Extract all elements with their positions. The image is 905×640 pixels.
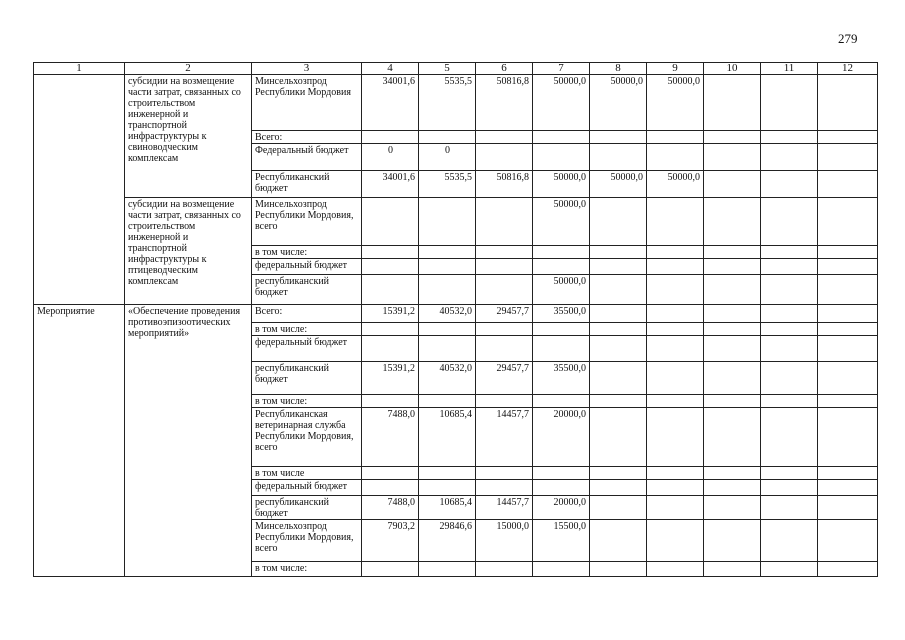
table-cell (362, 259, 419, 275)
table-cell (818, 305, 878, 323)
table-cell: 7488,0 (362, 408, 419, 467)
table-cell (647, 198, 704, 246)
table-cell (533, 336, 590, 362)
table-cell (34, 75, 125, 305)
column-header-3: 3 (252, 63, 362, 75)
table-cell: 0 (419, 144, 476, 171)
table-cell (590, 408, 647, 467)
table-cell (818, 75, 878, 131)
table-cell (761, 520, 818, 562)
table-cell (533, 144, 590, 171)
table-cell (362, 467, 419, 480)
table-cell (704, 467, 761, 480)
table-cell (818, 144, 878, 171)
column-header-1: 1 (34, 63, 125, 75)
table-cell (818, 362, 878, 395)
table-cell: 50000,0 (647, 75, 704, 131)
table-cell (704, 408, 761, 467)
column-header-10: 10 (704, 63, 761, 75)
budget-table (33, 62, 878, 577)
table-cell (419, 131, 476, 144)
table-cell (476, 467, 533, 480)
column-header-11: 11 (761, 63, 818, 75)
table-cell (362, 131, 419, 144)
table-cell (476, 144, 533, 171)
table-cell (647, 362, 704, 395)
table-cell (533, 480, 590, 496)
table-cell (533, 562, 590, 577)
table-cell (533, 246, 590, 259)
table-cell (590, 275, 647, 305)
table-cell (818, 323, 878, 336)
table-cell (647, 144, 704, 171)
table-cell: в том числе: (252, 246, 362, 259)
table-cell (647, 408, 704, 467)
table-cell (647, 305, 704, 323)
table-cell (761, 467, 818, 480)
header-row (34, 63, 878, 75)
table-cell (419, 323, 476, 336)
table-cell (590, 198, 647, 246)
table-cell (647, 131, 704, 144)
table-cell: 15500,0 (533, 520, 590, 562)
table-cell (761, 171, 818, 198)
table-cell (704, 75, 761, 131)
table-row (34, 305, 878, 323)
table-cell (761, 275, 818, 305)
table-cell (818, 198, 878, 246)
column-header-4: 4 (362, 63, 419, 75)
table-cell (419, 259, 476, 275)
table-cell (647, 520, 704, 562)
table-cell (533, 323, 590, 336)
table-cell (419, 246, 476, 259)
table-cell (476, 336, 533, 362)
table-cell (590, 336, 647, 362)
table-cell: 15391,2 (362, 305, 419, 323)
table-cell (818, 171, 878, 198)
table-cell (704, 395, 761, 408)
table-cell (704, 496, 761, 520)
table-cell (590, 480, 647, 496)
table-cell (818, 131, 878, 144)
table-cell (704, 246, 761, 259)
table-cell (704, 323, 761, 336)
table-cell: 0 (362, 144, 419, 171)
table-cell (647, 275, 704, 305)
table-cell (533, 395, 590, 408)
table-cell: федеральный бюджет (252, 259, 362, 275)
table-cell: субсидии на возмещение части затрат, связанных со строительством инженерной и транспортной инфраструктуры к птицеводческим комплексам (125, 198, 252, 305)
table-cell (476, 259, 533, 275)
table-row (34, 75, 878, 131)
table-cell (818, 336, 878, 362)
table-cell (590, 246, 647, 259)
table-cell: 10685,4 (419, 496, 476, 520)
table-cell (647, 562, 704, 577)
table-cell: республиканский бюджет (252, 275, 362, 305)
table-cell (533, 259, 590, 275)
table-cell: Всего: (252, 305, 362, 323)
column-header-12: 12 (818, 63, 878, 75)
table-cell (362, 395, 419, 408)
table-cell (818, 408, 878, 467)
table-cell (761, 75, 818, 131)
table-cell: 20000,0 (533, 408, 590, 467)
table-cell (590, 395, 647, 408)
table-cell: 50000,0 (590, 75, 647, 131)
table-cell: 15000,0 (476, 520, 533, 562)
table-cell: Минсельхозпрод Республики Мордовия, всего (252, 520, 362, 562)
table-cell: 35500,0 (533, 305, 590, 323)
table-cell (362, 336, 419, 362)
table-cell: Минсельхозпрод Республики Мордовия (252, 75, 362, 131)
table-row (34, 198, 878, 246)
table-cell: 14457,7 (476, 408, 533, 467)
table-cell: 5535,5 (419, 75, 476, 131)
column-header-5: 5 (419, 63, 476, 75)
table-cell (704, 171, 761, 198)
table-cell (761, 323, 818, 336)
table-cell (533, 467, 590, 480)
table-cell: субсидии на возмещение части затрат, связанных со строительством инженерной и транспортной инфраструктуры к свиноводческим комплексам (125, 75, 252, 198)
table-cell: республиканский бюджет (252, 362, 362, 395)
table-cell: Федеральный бюджет (252, 144, 362, 171)
table-cell: 50000,0 (533, 75, 590, 131)
table-cell (818, 259, 878, 275)
table-cell (476, 395, 533, 408)
table-cell (647, 395, 704, 408)
table-cell: Минсельхозпрод Республики Мордовия, всего (252, 198, 362, 246)
table-cell: 50000,0 (533, 171, 590, 198)
table-cell (704, 362, 761, 395)
table-cell (761, 246, 818, 259)
table-cell (818, 467, 878, 480)
table-cell: 7488,0 (362, 496, 419, 520)
table-cell (419, 467, 476, 480)
table-cell: Мероприятие (34, 305, 125, 577)
table-cell (419, 395, 476, 408)
table-cell: 34001,6 (362, 75, 419, 131)
table-cell (476, 480, 533, 496)
table-cell (761, 144, 818, 171)
table-cell (761, 562, 818, 577)
table-cell: 50816,8 (476, 171, 533, 198)
table-cell (362, 562, 419, 577)
table-cell: 40532,0 (419, 362, 476, 395)
table-cell (818, 520, 878, 562)
table-cell: республиканский бюджет (252, 496, 362, 520)
table-cell (476, 275, 533, 305)
table-cell (647, 336, 704, 362)
table-cell (362, 198, 419, 246)
page-number: 279 (838, 31, 858, 46)
table-cell (647, 480, 704, 496)
table-cell: 7903,2 (362, 520, 419, 562)
table-cell (761, 362, 818, 395)
table-cell (419, 198, 476, 246)
table-cell: федеральный бюджет (252, 336, 362, 362)
table-cell: 50816,8 (476, 75, 533, 131)
table-cell: 50000,0 (590, 171, 647, 198)
table-cell (818, 562, 878, 577)
table-cell (818, 480, 878, 496)
table-cell: «Обеспечение проведения противоэпизоотических мероприятий» (125, 305, 252, 577)
table-cell: 50000,0 (533, 275, 590, 305)
table-cell (647, 467, 704, 480)
table-cell: 5535,5 (419, 171, 476, 198)
table-cell: в том числе: (252, 323, 362, 336)
table-cell (647, 259, 704, 275)
table-cell (704, 131, 761, 144)
table-cell: 29457,7 (476, 305, 533, 323)
table-cell: в том числе: (252, 562, 362, 577)
column-header-9: 9 (647, 63, 704, 75)
table-cell: 20000,0 (533, 496, 590, 520)
table-cell: 10685,4 (419, 408, 476, 467)
table-cell (476, 323, 533, 336)
table-cell (704, 305, 761, 323)
table-cell: 50000,0 (647, 171, 704, 198)
table-cell (761, 496, 818, 520)
table-cell: 14457,7 (476, 496, 533, 520)
table-cell: 40532,0 (419, 305, 476, 323)
column-header-6: 6 (476, 63, 533, 75)
table-cell (590, 467, 647, 480)
table-cell: Республиканский бюджет (252, 171, 362, 198)
table-cell (818, 275, 878, 305)
table-cell: 34001,6 (362, 171, 419, 198)
table-cell (761, 198, 818, 246)
column-header-2: 2 (125, 63, 252, 75)
table-cell (761, 305, 818, 323)
table-cell (818, 246, 878, 259)
table-cell: в том числе (252, 467, 362, 480)
table-cell (647, 246, 704, 259)
table-cell (419, 275, 476, 305)
table-cell (419, 480, 476, 496)
table-cell (590, 496, 647, 520)
table-cell (761, 408, 818, 467)
table-cell (590, 144, 647, 171)
table-cell (818, 496, 878, 520)
table-cell (647, 496, 704, 520)
table-cell (590, 305, 647, 323)
table-cell: Всего: (252, 131, 362, 144)
table-cell (761, 480, 818, 496)
table-cell (704, 259, 761, 275)
table-cell: 15391,2 (362, 362, 419, 395)
table-cell (419, 562, 476, 577)
table-cell (761, 131, 818, 144)
table-cell: 35500,0 (533, 362, 590, 395)
table-cell (590, 362, 647, 395)
table-cell: федеральный бюджет (252, 480, 362, 496)
table-cell (590, 562, 647, 577)
table-cell (761, 259, 818, 275)
table-cell (704, 144, 761, 171)
table-cell: в том числе: (252, 395, 362, 408)
table-cell (476, 131, 533, 144)
table-cell (704, 336, 761, 362)
table-cell: 29457,7 (476, 362, 533, 395)
table-cell: 50000,0 (533, 198, 590, 246)
table-cell (362, 323, 419, 336)
table-cell (476, 246, 533, 259)
table-cell (362, 246, 419, 259)
column-header-7: 7 (533, 63, 590, 75)
table-cell (362, 275, 419, 305)
table-cell: Республиканская ветеринарная служба Республики Мордовия, всего (252, 408, 362, 467)
table-cell (704, 275, 761, 305)
table-cell (761, 395, 818, 408)
table-cell (704, 480, 761, 496)
table-cell (704, 198, 761, 246)
table-cell (704, 562, 761, 577)
table-cell (590, 520, 647, 562)
table-cell (533, 131, 590, 144)
table-cell: 29846,6 (419, 520, 476, 562)
table-cell (419, 336, 476, 362)
table-cell (818, 395, 878, 408)
table-cell (590, 259, 647, 275)
table-cell (476, 198, 533, 246)
table-cell (590, 323, 647, 336)
table-cell (362, 480, 419, 496)
column-header-8: 8 (590, 63, 647, 75)
table-cell (704, 520, 761, 562)
table-cell (590, 131, 647, 144)
table-cell (476, 562, 533, 577)
table-cell (647, 323, 704, 336)
table-cell (761, 336, 818, 362)
